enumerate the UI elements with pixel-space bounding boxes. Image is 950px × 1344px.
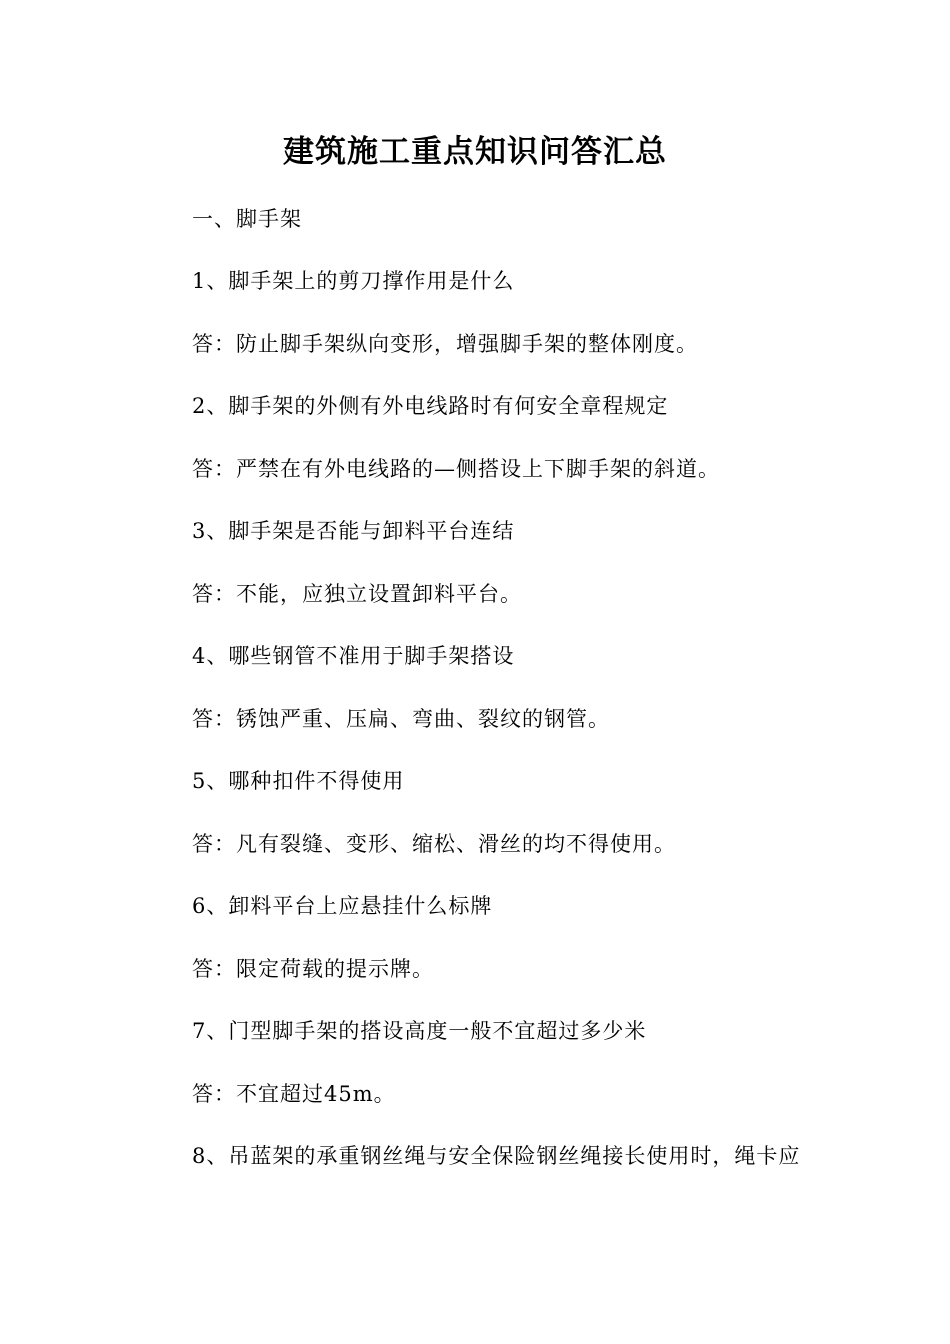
answer-line: 答：凡有裂缝、变形、缩松、滑丝的均不得使用。 [192, 832, 676, 856]
answer-line: 答：不宜超过45m。 [192, 1082, 396, 1106]
question-line: 1、脚手架上的剪刀撑作用是什么 [192, 269, 515, 293]
answer-line: 答：锈蚀严重、压扁、弯曲、裂纹的钢管。 [192, 707, 610, 731]
question-line: 7、门型脚手架的搭设高度一般不宜超过多少米 [192, 1019, 647, 1043]
question-line: 8、吊蓝架的承重钢丝绳与安全保险钢丝绳接长使用时，绳卡应 [192, 1144, 801, 1168]
question-line: 5、哪种扣件不得使用 [192, 769, 405, 793]
document-title: 建筑施工重点知识问答汇总 [283, 134, 667, 170]
answer-line: 答：不能，应独立设置卸料平台。 [192, 582, 522, 606]
answer-line: 答：防止脚手架纵向变形，增强脚手架的整体刚度。 [192, 332, 698, 356]
question-line: 6、卸料平台上应悬挂什么标牌 [192, 894, 493, 918]
answer-line: 答：限定荷载的提示牌。 [192, 957, 434, 981]
question-line: 3、脚手架是否能与卸料平台连结 [192, 519, 515, 543]
question-line: 4、哪些钢管不准用于脚手架搭设 [192, 644, 515, 668]
answer-line: 答：严禁在有外电线路的—侧搭设上下脚手架的斜道。 [192, 457, 720, 481]
question-line: 2、脚手架的外侧有外电线路时有何安全章程规定 [192, 394, 669, 418]
section-heading: 一、脚手架 [192, 207, 302, 231]
